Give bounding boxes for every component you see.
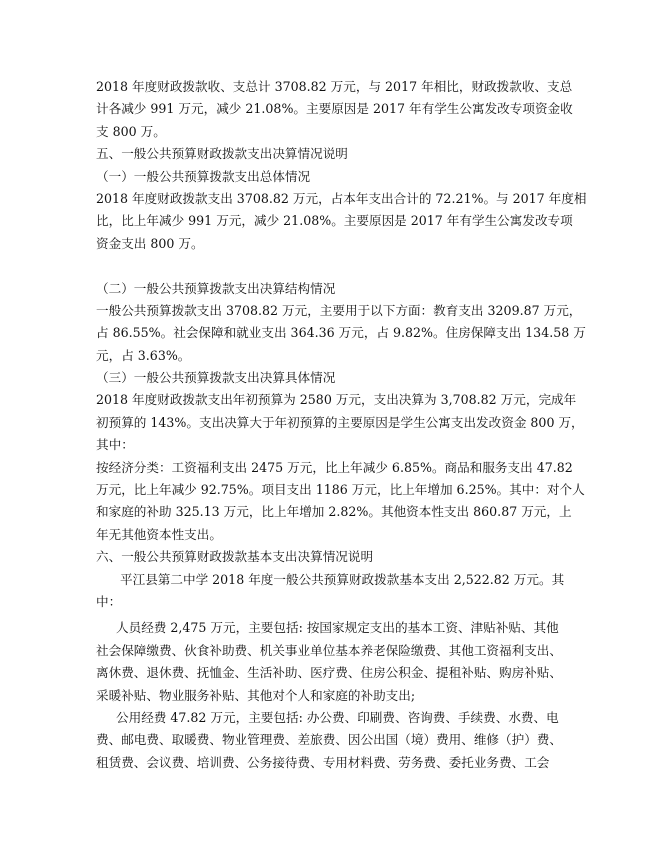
text-line: 社会保障缴费、伙食补助费、机关事业单位基本养老保险缴费、其他工资福利支出、 [96, 642, 562, 658]
text-line: 人员经费 2,475 万元，主要包括: 按国家规定支出的基本工资、津贴补贴、其他 [116, 620, 559, 636]
section-heading-5: 五、一般公共预算财政拨款支出决算情况说明 [96, 146, 348, 162]
text-line: 年无其他资本性支出。 [96, 526, 222, 542]
text-line: 2018 年度财政拨款支出年初预算为 2580 万元，支出决算为 3,708.82 万元，完成年 [96, 392, 577, 408]
subsection-heading-3: （三）一般公共预算拨款支出决算具体情况 [96, 370, 336, 386]
text-line: 比，比上年减少 991 万元，减少 21.08%。主要原因是 2017 年有学生公寓发改专项 [96, 213, 573, 229]
text-line: 费、邮电费、取暖费、物业管理费、差旅费、因公出国（境）费用、维修（护）费、 [96, 732, 562, 748]
text-line: 离休费、退休费、抚恤金、生活补助、医疗费、住房公积金、提租补贴、购房补贴、 [96, 665, 562, 681]
text-line: 元，占 3.63%。 [96, 347, 191, 363]
blank-line [96, 255, 566, 277]
subsection-heading-1: （一）一般公共预算拨款支出总体情况 [96, 168, 311, 184]
text-line: 和家庭的补助 325.13 万元，比上年增加 2.82%。其他资本性支出 860.87 万元，上 [96, 504, 572, 520]
text-line: 资金支出 800 万。 [96, 235, 204, 251]
text-line: 其中： [96, 437, 134, 453]
text-line: 中： [96, 593, 122, 609]
subsection-heading-2: （二）一般公共预算拨款支出决算结构情况 [96, 280, 336, 296]
text-line: 占 86.55%。社会保障和就业支出 364.36 万元，占 9.82%。住房保障支出 134.58 万 [96, 325, 586, 341]
text-line: 计各减少 991 万元，减少 21.08%。主要原因是 2017 年有学生公寓发改专项资金收 [96, 101, 573, 117]
text-line: 公用经费 47.82 万元，主要包括: 办公费、印刷费、咨询费、手续费、水费、电 [116, 709, 559, 725]
text-line: 采暖补贴、物业服务补贴、其他对个人和家庭的补助支出; [96, 687, 416, 703]
text-line: 2018 年度财政拨款收、支总计 3708.82 万元，与 2017 年相比，财政拨款收、支总 [96, 79, 573, 94]
text-line: 按经济分类：工资福利支出 2475 万元，比上年减少 6.85%。商品和服务支出 47.82 [96, 459, 573, 475]
document-page [96, 76, 587, 774]
text-line: 一般公共预算拨款支出 3708.82 万元，主要用于以下方面：教育支出 3209.87 万元， [96, 302, 582, 318]
section-heading-6: 六、一般公共预算财政拨款基本支出决算情况说明 [96, 549, 374, 565]
text-line: 平江县第二中学 2018 年度一般公共预算财政拨款基本支出 2,522.82 万元。其 [120, 571, 565, 587]
text-line: 租赁费、会议费、培训费、公务接待费、专用材料费、劳务费、委托业务费、工会 [96, 754, 550, 770]
text-line: 2018 年度财政拨款支出 3708.82 万元，占本年支出合计的 72.21%。与 2017 年度相 [96, 190, 587, 206]
text-line: 初预算的 143%。支出决算大于年初预算的主要原因是学生公寓支出发改资金 800 万， [96, 414, 584, 430]
text-line: 万元，比上年减少 92.75%。项目支出 1186 万元，比上年增加 6.25%。其中：对个人 [96, 482, 585, 498]
text-line: 支 800 万。 [96, 123, 166, 139]
